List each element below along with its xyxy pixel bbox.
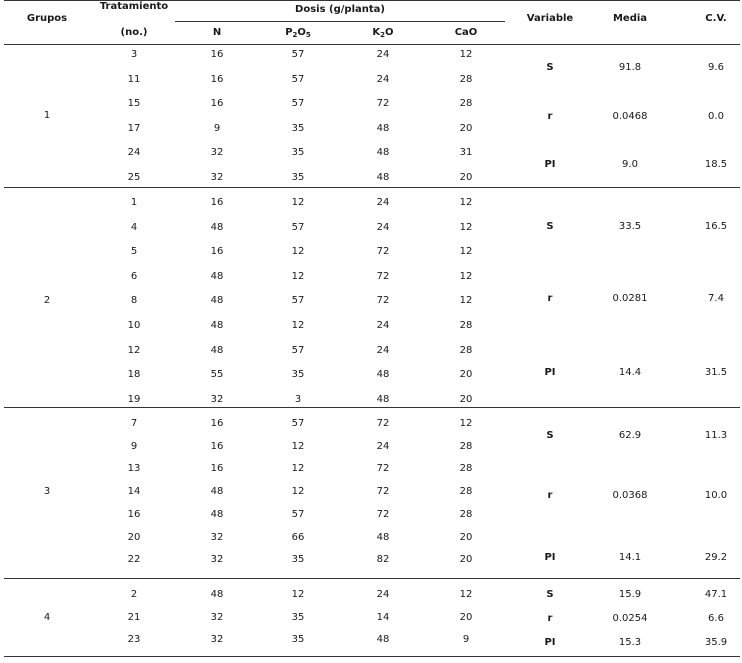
cell-grupo: 2 xyxy=(43,295,51,307)
cell-tratamiento: 25 xyxy=(127,171,141,183)
cell-tratamiento: 21 xyxy=(127,611,141,623)
header-p2o5: $P_2O_5$ xyxy=(285,27,311,39)
cell-media: 91.8 xyxy=(618,62,642,73)
rule-line xyxy=(4,578,740,579)
cell-k2o: 48 xyxy=(376,531,390,543)
cell-tratamiento: 11 xyxy=(127,73,141,85)
cell-p2o5: 35 xyxy=(291,147,305,158)
cell-k2o: 24 xyxy=(376,221,390,233)
cell-grupo: 1 xyxy=(43,110,51,122)
cell-variable: S xyxy=(546,221,554,232)
cell-n: 32 xyxy=(210,393,224,405)
cell-media: 0.0368 xyxy=(612,490,648,501)
cell-cv: 10.0 xyxy=(704,490,728,501)
cell-k2o: 24 xyxy=(376,589,390,600)
cell-variable: PI xyxy=(544,552,556,563)
cell-cv: 9.6 xyxy=(708,62,724,73)
cell-cao: 20 xyxy=(459,393,473,405)
header-variable: Variable xyxy=(526,13,574,24)
cell-tratamiento: 20 xyxy=(127,531,141,543)
cell-p2o5: 12 xyxy=(291,246,305,258)
cell-p2o5: 57 xyxy=(291,73,305,85)
cell-cao: 20 xyxy=(459,369,473,381)
cell-p2o5: 12 xyxy=(291,463,305,475)
cell-variable: PI xyxy=(544,637,556,648)
cell-cao: 9 xyxy=(462,634,470,646)
dosis-underline xyxy=(175,21,505,22)
cell-n: 16 xyxy=(210,418,224,429)
cell-k2o: 24 xyxy=(376,440,390,452)
cell-n: 32 xyxy=(210,611,224,623)
cell-tratamiento: 22 xyxy=(127,554,141,566)
cell-k2o: 72 xyxy=(376,418,390,429)
cell-k2o: 14 xyxy=(376,611,390,623)
cell-p2o5: 57 xyxy=(291,49,305,60)
cell-k2o: 48 xyxy=(376,369,390,381)
cell-grupo: 3 xyxy=(43,486,51,498)
cell-p2o5: 57 xyxy=(291,221,305,233)
cell-tratamiento: 5 xyxy=(130,246,138,258)
cell-n: 32 xyxy=(210,171,224,183)
cell-cao: 28 xyxy=(459,320,473,331)
cell-tratamiento: 19 xyxy=(127,393,141,405)
cell-p2o5: 12 xyxy=(291,486,305,498)
cell-cao: 28 xyxy=(459,73,473,85)
cell-k2o: 82 xyxy=(376,554,390,566)
cell-cao: 12 xyxy=(459,221,473,233)
cell-cao: 28 xyxy=(459,463,473,475)
cell-tratamiento: 24 xyxy=(127,147,141,158)
cell-variable: r xyxy=(547,293,553,304)
cell-tratamiento: 8 xyxy=(130,295,138,307)
cell-p2o5: 12 xyxy=(291,320,305,331)
cell-variable: r xyxy=(547,613,553,624)
cell-media: 62.9 xyxy=(618,430,642,441)
rule-line xyxy=(4,187,740,188)
cell-variable: PI xyxy=(544,159,556,170)
cell-cv: 11.3 xyxy=(704,430,728,441)
cell-k2o: 72 xyxy=(376,463,390,475)
cell-n: 48 xyxy=(210,486,224,498)
cell-cao: 12 xyxy=(459,418,473,429)
cell-n: 48 xyxy=(210,589,224,600)
cell-p2o5: 12 xyxy=(291,270,305,282)
cell-tratamiento: 14 xyxy=(127,486,141,498)
header-n: N xyxy=(212,27,222,38)
cell-p2o5: 57 xyxy=(291,344,305,356)
header-grupos: Grupos xyxy=(26,13,68,24)
cell-n: 48 xyxy=(210,221,224,233)
cell-variable: PI xyxy=(544,367,556,378)
cell-p2o5: 12 xyxy=(291,440,305,452)
cell-cv: 7.4 xyxy=(708,293,724,304)
cell-n: 16 xyxy=(210,246,224,258)
cell-cv: 18.5 xyxy=(704,159,728,170)
cell-n: 16 xyxy=(210,73,224,85)
cell-cao: 28 xyxy=(459,98,473,109)
cell-n: 16 xyxy=(210,197,224,208)
cell-media: 14.4 xyxy=(618,367,642,378)
cell-k2o: 72 xyxy=(376,246,390,258)
cell-tratamiento: 16 xyxy=(127,508,141,520)
cell-k2o: 72 xyxy=(376,486,390,498)
header-no: (no.) xyxy=(120,27,148,38)
cell-cao: 20 xyxy=(459,531,473,543)
cell-n: 48 xyxy=(210,344,224,356)
cell-p2o5: 35 xyxy=(291,171,305,183)
cell-n: 48 xyxy=(210,320,224,331)
cell-cao: 12 xyxy=(459,589,473,600)
cell-n: 32 xyxy=(210,531,224,543)
cell-n: 9 xyxy=(213,122,221,134)
cell-n: 16 xyxy=(210,440,224,452)
header-cao: CaO xyxy=(454,27,478,38)
header-cv: C.V. xyxy=(705,13,727,24)
cell-media: 14.1 xyxy=(618,552,642,563)
cell-k2o: 48 xyxy=(376,147,390,158)
rule-line xyxy=(4,656,740,657)
cell-n: 48 xyxy=(210,270,224,282)
cell-cv: 6.6 xyxy=(708,613,724,624)
cell-tratamiento: 15 xyxy=(127,98,141,109)
cell-cao: 28 xyxy=(459,486,473,498)
header-media: Media xyxy=(612,13,648,24)
cell-cao: 31 xyxy=(459,147,473,158)
cell-p2o5: 57 xyxy=(291,295,305,307)
cell-n: 16 xyxy=(210,463,224,475)
cell-cao: 12 xyxy=(459,49,473,60)
cell-variable: S xyxy=(546,62,554,73)
cell-tratamiento: 7 xyxy=(130,418,138,429)
cell-k2o: 24 xyxy=(376,49,390,60)
cell-k2o: 72 xyxy=(376,295,390,307)
cell-cao: 12 xyxy=(459,295,473,307)
rule-line xyxy=(4,407,740,408)
cell-cv: 47.1 xyxy=(704,589,728,600)
cell-media: 0.0254 xyxy=(612,613,648,624)
cell-n: 32 xyxy=(210,634,224,646)
cell-cao: 28 xyxy=(459,508,473,520)
cell-p2o5: 66 xyxy=(291,531,305,543)
cell-p2o5: 35 xyxy=(291,611,305,623)
cell-k2o: 48 xyxy=(376,122,390,134)
cell-n: 55 xyxy=(210,369,224,381)
cell-variable: r xyxy=(547,111,553,122)
cell-p2o5: 35 xyxy=(291,369,305,381)
cell-tratamiento: 1 xyxy=(130,197,138,208)
cell-n: 32 xyxy=(210,147,224,158)
cell-cao: 20 xyxy=(459,554,473,566)
cell-cv: 35.9 xyxy=(704,637,728,648)
header-dosis: Dosis (g/planta) xyxy=(295,4,385,15)
cell-k2o: 48 xyxy=(376,171,390,183)
cell-tratamiento: 4 xyxy=(130,221,138,233)
cell-p2o5: 35 xyxy=(291,122,305,134)
cell-p2o5: 57 xyxy=(291,418,305,429)
cell-media: 0.0281 xyxy=(612,293,648,304)
cell-cao: 12 xyxy=(459,197,473,208)
cell-k2o: 24 xyxy=(376,344,390,356)
cell-variable: r xyxy=(547,490,553,501)
cell-tratamiento: 13 xyxy=(127,463,141,475)
cell-grupo: 4 xyxy=(43,611,51,623)
cell-cv: 29.2 xyxy=(704,552,728,563)
cell-p2o5: 12 xyxy=(291,197,305,208)
cell-p2o5: 57 xyxy=(291,98,305,109)
cell-k2o: 72 xyxy=(376,270,390,282)
cell-n: 16 xyxy=(210,49,224,60)
cell-tratamiento: 23 xyxy=(127,634,141,646)
cell-p2o5: 35 xyxy=(291,554,305,566)
cell-media: 15.3 xyxy=(618,637,642,648)
cell-variable: S xyxy=(546,589,554,600)
cell-n: 48 xyxy=(210,508,224,520)
cell-n: 32 xyxy=(210,554,224,566)
cell-cao: 20 xyxy=(459,171,473,183)
header-tratamiento: Tratamiento xyxy=(99,1,169,12)
cell-tratamiento: 2 xyxy=(130,589,138,600)
cell-tratamiento: 17 xyxy=(127,122,141,134)
cell-tratamiento: 12 xyxy=(127,344,141,356)
cell-k2o: 48 xyxy=(376,634,390,646)
cell-variable: S xyxy=(546,430,554,441)
cell-cv: 16.5 xyxy=(704,221,728,232)
cell-p2o5: 57 xyxy=(291,508,305,520)
cell-n: 48 xyxy=(210,295,224,307)
cell-k2o: 24 xyxy=(376,320,390,331)
cell-p2o5: 35 xyxy=(291,634,305,646)
cell-k2o: 24 xyxy=(376,73,390,85)
cell-cao: 20 xyxy=(459,122,473,134)
cell-p2o5: 12 xyxy=(291,589,305,600)
cell-k2o: 72 xyxy=(376,98,390,109)
cell-cao: 12 xyxy=(459,270,473,282)
cell-tratamiento: 18 xyxy=(127,369,141,381)
cell-cao: 12 xyxy=(459,246,473,258)
cell-cv: 31.5 xyxy=(704,367,728,378)
cell-media: 9.0 xyxy=(622,159,638,170)
cell-cao: 20 xyxy=(459,611,473,623)
cell-media: 33.5 xyxy=(618,221,642,232)
cell-tratamiento: 10 xyxy=(127,320,141,331)
cell-tratamiento: 6 xyxy=(130,270,138,282)
cell-n: 16 xyxy=(210,98,224,109)
header-k2o: $K_2O$ xyxy=(372,27,394,39)
cell-tratamiento: 3 xyxy=(130,49,138,60)
cell-cv: 0.0 xyxy=(708,111,724,122)
cell-media: 0.0468 xyxy=(612,111,648,122)
cell-k2o: 72 xyxy=(376,508,390,520)
cell-cao: 28 xyxy=(459,344,473,356)
cell-tratamiento: 9 xyxy=(130,440,138,452)
rule-line xyxy=(4,0,740,1)
rule-line xyxy=(4,44,740,45)
cell-k2o: 48 xyxy=(376,393,390,405)
cell-cao: 28 xyxy=(459,440,473,452)
cell-k2o: 24 xyxy=(376,197,390,208)
cell-p2o5: 3 xyxy=(294,393,302,405)
cell-media: 15.9 xyxy=(618,589,642,600)
